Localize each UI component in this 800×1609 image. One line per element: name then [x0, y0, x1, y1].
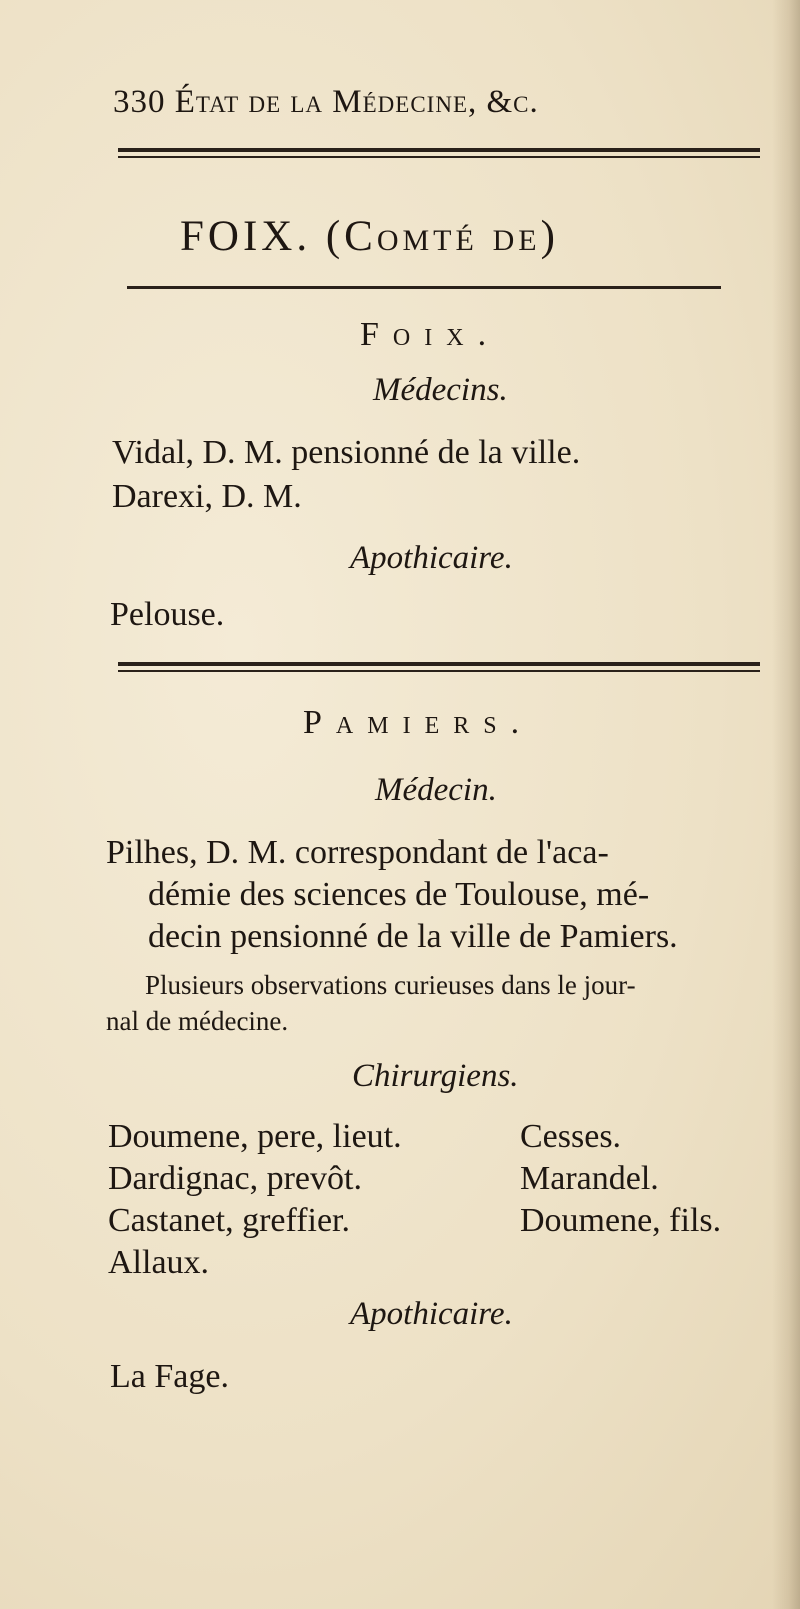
apothecary-entry: Pelouse. [110, 596, 225, 633]
physicians-heading: Médecins. [373, 372, 508, 408]
surgeon-entry: Allaux. [108, 1244, 210, 1281]
surgeon-entry: Dardignac, prevôt. [108, 1160, 362, 1197]
surgeon-entry: Doumene, pere, lieut. [108, 1118, 402, 1155]
town-heading-foix: Foix. [360, 316, 501, 353]
apothecary-heading: Apothicaire. [350, 1296, 513, 1332]
surgeons-heading: Chirurgiens. [352, 1058, 519, 1094]
running-title: État de la Médecine, &c. [174, 84, 539, 120]
physician-heading: Médecin. [375, 772, 497, 808]
section-title: FOIX. (Comté de) [180, 213, 559, 260]
physician-entry-line: Pilhes, D. M. correspondant de l'aca- [106, 834, 609, 871]
physician-entry: Darexi, D. M. [112, 478, 302, 515]
physician-entry-line: decin pensionné de la ville de Pamiers. [148, 918, 678, 955]
note-line: nal de médecine. [106, 1006, 289, 1036]
apothecary-heading: Apothicaire. [350, 540, 513, 576]
surgeon-entry: Marandel. [520, 1160, 659, 1197]
town-heading-pamiers: Pamiers. [303, 704, 534, 741]
section-rule [127, 286, 721, 289]
section-divider [118, 662, 760, 672]
physician-entry-line: démie des sciences de Toulouse, mé- [148, 876, 650, 913]
page-gutter-shadow [772, 0, 800, 1609]
surgeon-entry: Cesses. [520, 1118, 622, 1155]
apothecary-entry: La Fage. [110, 1358, 229, 1395]
note-line: Plusieurs observations curieuses dans le jour- [145, 970, 636, 1000]
page-number: 330 [113, 84, 166, 120]
header-rule [118, 148, 760, 158]
physician-entry: Vidal, D. M. pensionné de la ville. [112, 434, 581, 471]
page-header [113, 84, 539, 121]
surgeon-entry: Castanet, greffier. [108, 1202, 351, 1239]
surgeon-entry: Doumene, fils. [520, 1202, 722, 1239]
